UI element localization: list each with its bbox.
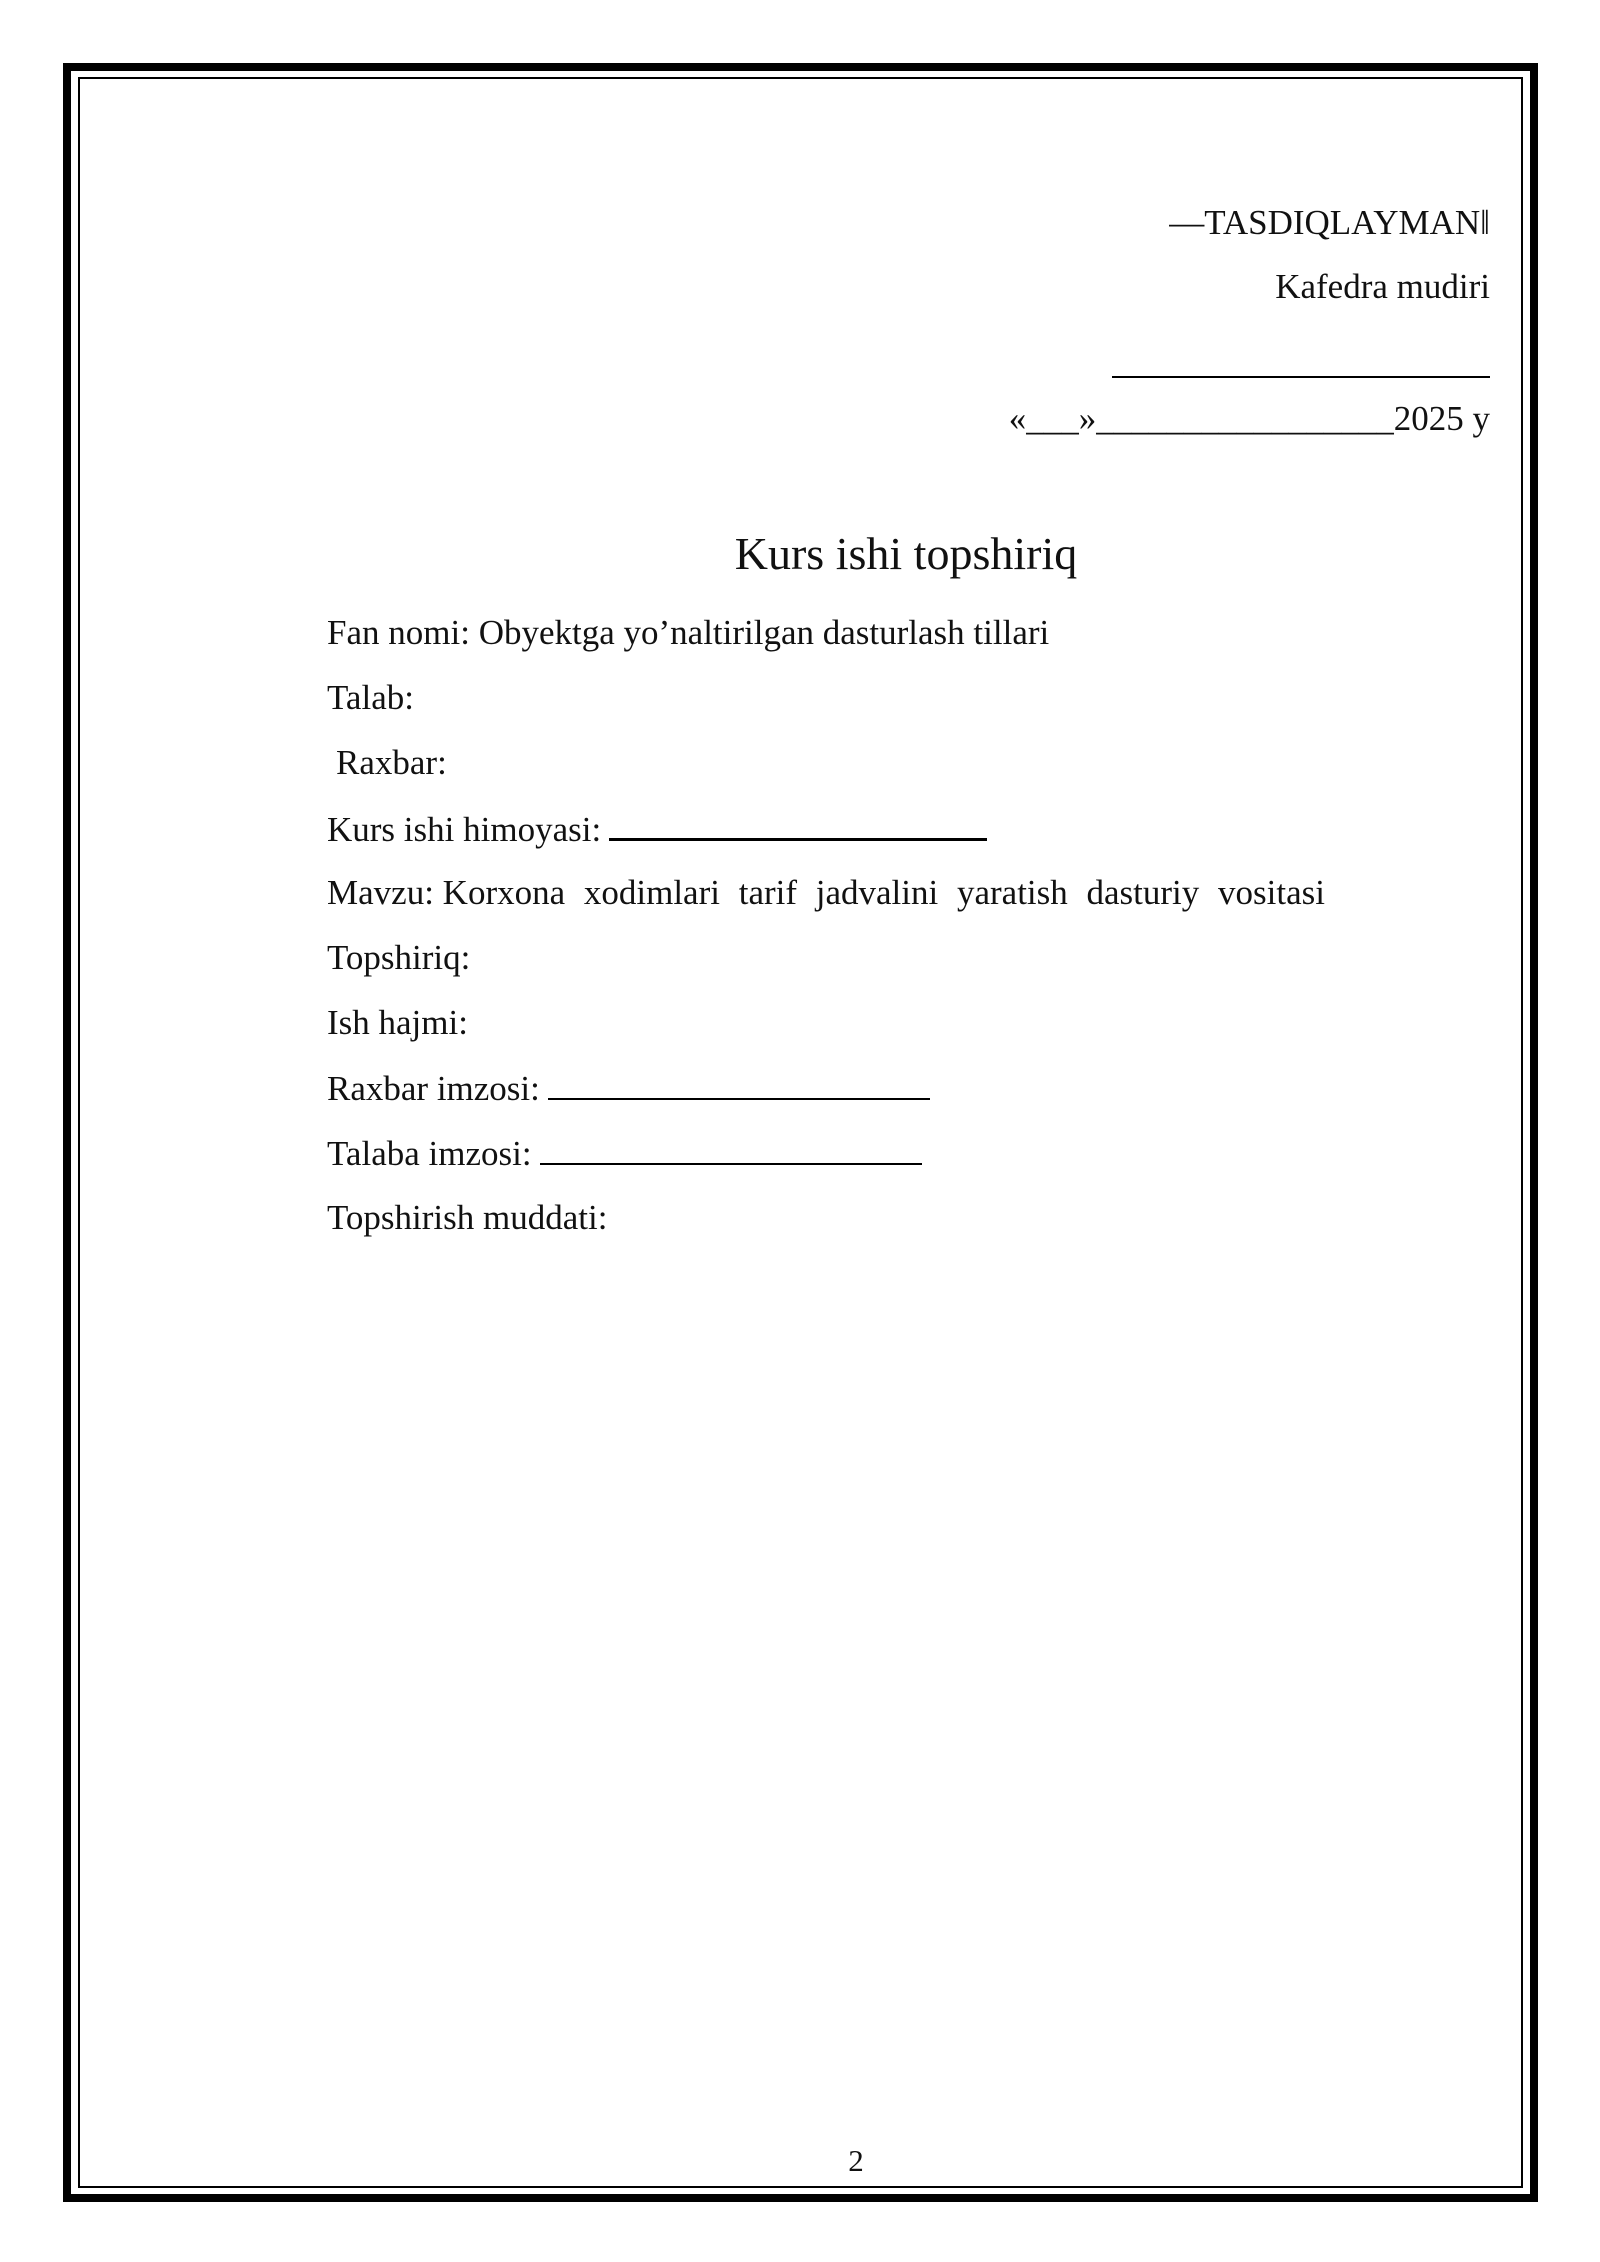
- field-deadline: [327, 1200, 607, 1235]
- field-defense: [327, 810, 987, 847]
- field-supervisor-signature-label: Raxbar imzosi:: [327, 1069, 540, 1108]
- field-topic-label: Mavzu:: [327, 873, 434, 912]
- field-defense-label: Kurs ishi himoyasi:: [327, 810, 602, 849]
- field-student-signature-label: Talaba imzosi:: [327, 1134, 532, 1173]
- document-title: Kurs ishi topshiriq: [734, 528, 1078, 579]
- field-assignment-label: Topshiriq:: [327, 938, 471, 977]
- field-subject: [327, 615, 1049, 650]
- field-supervisor-label: Raxbar:: [336, 743, 447, 782]
- approval-date: «___»_________________2025 y: [1008, 399, 1490, 438]
- field-subject-value: Obyektga yo’naltirilgan dasturlash tillari: [478, 613, 1050, 652]
- page-border-inner: [78, 77, 1523, 2188]
- page-number: 2: [848, 2143, 864, 2178]
- field-supervisor-signature-blank: [548, 1070, 930, 1100]
- field-deadline-label: Topshirish muddati:: [327, 1198, 608, 1237]
- field-student-signature: [327, 1135, 922, 1171]
- field-student-signature-blank: [540, 1135, 922, 1165]
- field-defense-blank: [609, 810, 987, 841]
- field-workload-label: Ish hajmi:: [327, 1003, 468, 1042]
- field-supervisor: [336, 745, 447, 780]
- field-assignment: [327, 940, 470, 975]
- field-topic-value: Korxona xodimlari tarif jadvalini yaratish dasturiy vositasi: [442, 873, 1325, 912]
- field-student-label: Talab:: [327, 678, 414, 717]
- approval-position: Kafedra mudiri: [1275, 267, 1490, 306]
- approval-title: ―TASDIQLAYMAN‖: [1169, 203, 1490, 242]
- field-subject-label: Fan nomi:: [327, 613, 470, 652]
- field-topic: [327, 875, 1325, 910]
- field-workload: [327, 1005, 468, 1040]
- field-student: [327, 680, 414, 715]
- field-supervisor-signature: [327, 1070, 930, 1106]
- approval-signature-line: [1112, 376, 1490, 378]
